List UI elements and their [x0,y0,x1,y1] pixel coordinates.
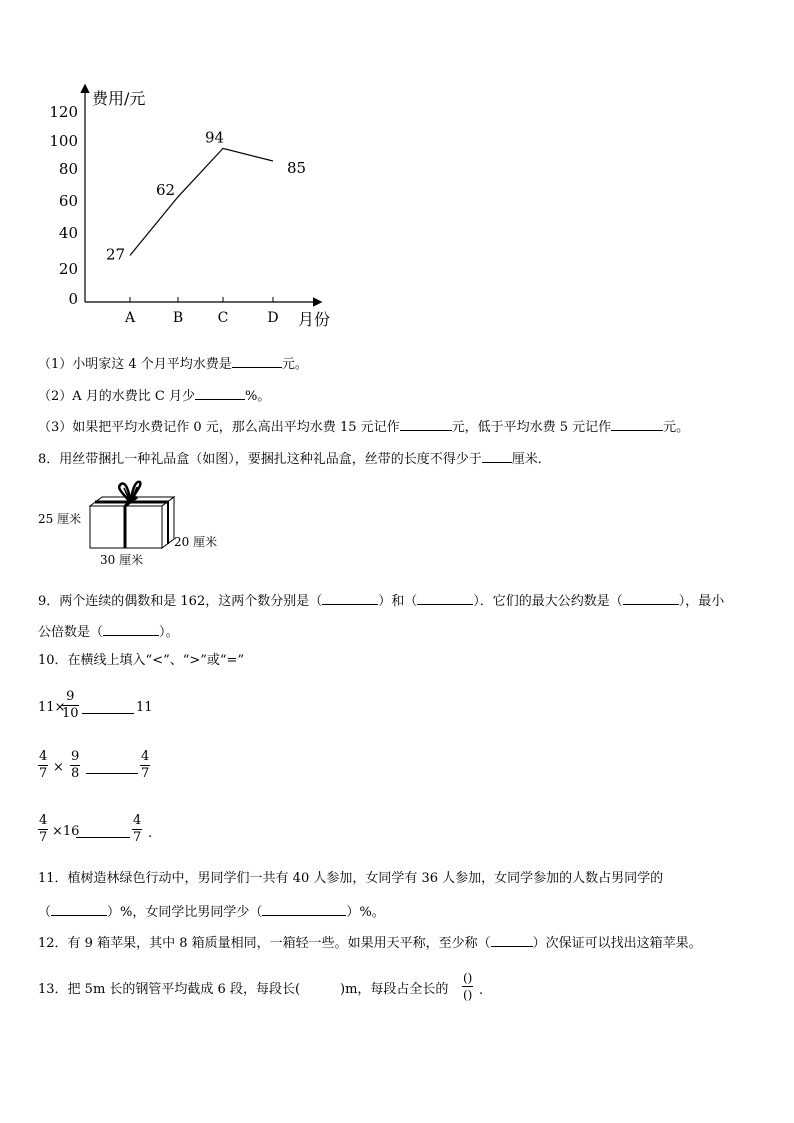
x-tick-label: B [172,310,184,326]
data-label: 94 [205,128,225,147]
y-axis-label: 费用/元 [92,89,146,108]
data-label: 62 [156,180,176,199]
q10-row2-frac-b: $\frac{9}{8}$ [71,749,80,781]
q13-text: 13．把 5m 长的钢管平均截成 6 段，每段长( )m，每段占全长的 [38,982,449,997]
q10-row3-end: . [148,826,153,841]
y-tick-label: 80 [58,160,78,178]
gift-box-figure [38,480,238,570]
q10-row1-blank[interactable] [82,700,134,719]
y-tick-label: 60 [58,192,78,210]
q7-item-2: （2）A 月的水费比 C 月少 %。 [38,386,270,405]
q8-text: 8．用丝带捆扎一种礼品盒（如图），要捆扎这种礼品盒，丝带的长度不得少于 厘米． [38,449,551,468]
q11-line-2: （ ）%，女同学比男同学少（ ）%。 [38,902,385,921]
q10-title: 10．在横线上填入“<”、“>”或“=” [38,653,245,668]
x-tick-label: A [124,310,136,326]
q7-item-1: （1）小明家这 4 个月平均水费是 元。 [38,354,308,373]
y-tick-label: 20 [58,260,78,278]
label-depth: 20 厘米 [174,535,218,549]
q10-row2-times: × [53,760,64,775]
q13-fraction: () () [463,971,473,1002]
water-fee-chart [30,80,390,330]
x-axis-label: 月份 [298,310,331,329]
q10-row3-frac-a: $\frac{4}{7}$ [39,813,48,845]
label-height: 25 厘米 [38,512,82,526]
label-width: 30 厘米 [100,553,144,567]
q10-row2-frac-a: $\frac{4}{7}$ [39,749,48,781]
q10-row2-frac-c: $\frac{4}{7}$ [141,749,150,781]
x-tick-label: D [267,310,279,326]
q13-end: . [479,983,484,998]
q10-row1-right: 11 [136,700,153,715]
series-line [130,148,273,255]
y-tick-label: 120 [49,103,78,121]
q11-line-1: 11．植树造林绿色行动中，男同学们一共有 40 人参加，女同学有 36 人参加，女同学参加的人数占男同学的 [38,871,664,886]
y-tick-label: 0 [68,290,78,308]
q10-row3-times: ×16 [52,824,80,839]
data-label: 85 [287,159,307,177]
q10-row3-blank[interactable] [76,824,130,843]
q10-row2-blank[interactable] [86,760,138,779]
data-label: 27 [106,245,126,264]
q9-line-1: 9．两个连续的偶数和是 162，这两个数分别是（ ）和（ ）．它们的最大公约数是（ ），最小 [38,591,724,610]
q7-item-3: （3）如果把平均水费记作 0 元，那么高出平均水费 15 元记作 元，低于平均水费 5 元记作 元。 [38,417,689,436]
y-tick-label: 40 [58,224,78,242]
x-tick-label: C [217,310,229,326]
q10-row1-fraction: $\frac{9}{10}$ [62,689,79,721]
q10-row1-left: 11× [38,700,66,715]
q10-row3-frac-b: $\frac{4}{7}$ [133,813,142,845]
y-tick-label: 100 [49,132,78,150]
q9-line-2: 公倍数是（ ）。 [38,622,179,641]
q12-text: 12．有 9 箱苹果，其中 8 箱质量相同，一箱轻一些。如果用天平称，至少称（ ）次保证可以找出这箱苹果。 [38,933,702,952]
